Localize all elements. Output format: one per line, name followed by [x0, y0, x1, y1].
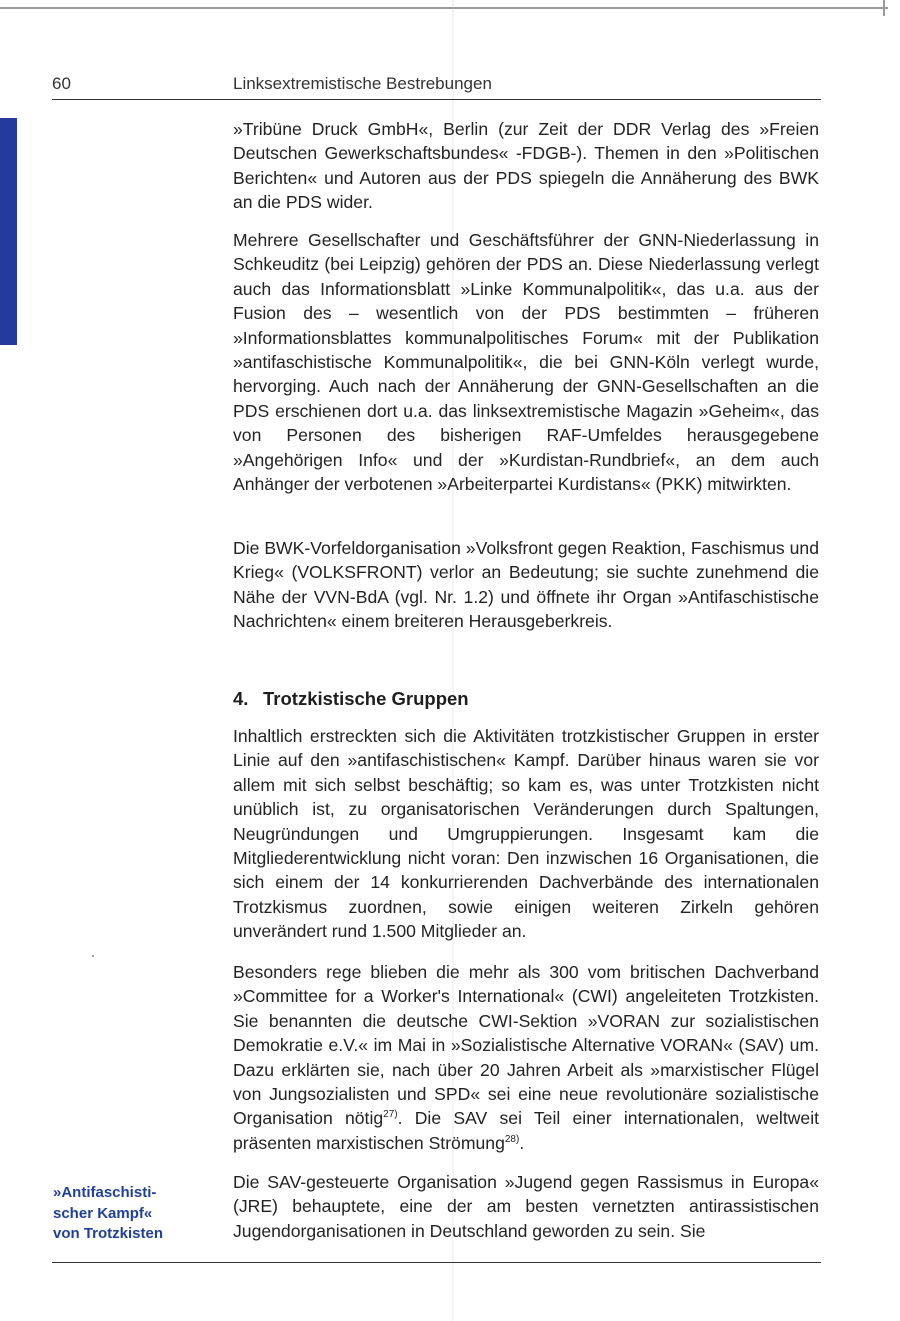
- header-rule: [52, 99, 821, 100]
- footnote-ref-28[interactable]: 28): [504, 1133, 520, 1145]
- margin-note-line-1: »Antifaschisti-: [53, 1184, 157, 1201]
- paragraph-gnn: Mehrere Gesellschafter und Geschäftsführer der GNN-Niederlassung in Schkeuditz (bei Leipzig) gehören der PDS an. Diese Niederlassung verlegt auch das Informationsblatt »Linke Kommunalpolitik«, das u.a. aus der Fusion des – wesentlich von der PDS bestimmten – früheren »Informationsblattes kommunalpolitisches Forum« mit der Publikation »antifaschistische Kommunalpolitik«, die bei GNN-Köln verlegt wurde, hervorging. Auch nach der Annäherung der GNN-Gesellschaften an die PDS erschienen dort u.a. das linksextremistische Magazin »Geheim«, das von Personen des bisherigen RAF-Umfeldes herausgegebene »Angehörigen Info« und der »Kurdistan-Rundbrief«, an dem auch Anhänger der verbotenen »Arbeiterpartei Kurdistans« (PKK) mitwirkten.: [233, 230, 819, 495]
- margin-note: [53, 1183, 193, 1245]
- section-number: 4.: [233, 688, 249, 709]
- section-heading: [233, 688, 469, 710]
- page-number: 60: [52, 74, 71, 93]
- scan-corner-edge: [883, 0, 885, 16]
- p5-text-start: Besonders rege blieben die mehr als 300 vom britischen Dachverband »Committee for a Worker's International« (CWI) angeleiteten Trotzkisten. Sie benannten die deutsche CWI-Sektion »VORAN zur sozialistischen Demokratie e.V.« im Mai in »Sozialistische Alternative VORAN« (SAV) um. Dazu erklärten sie, nach über 20 Jahren Arbeit als »marxistischer Flügel von Jungsozialisten und SPD« sei eine neue revolutionäre sozialistische Organisation nötig: [233, 962, 819, 1129]
- paragraph-cwi-sav: [233, 960, 819, 1155]
- margin-note-line-3: von Trotzkisten: [53, 1225, 164, 1242]
- chapter-side-bar: [0, 118, 17, 345]
- paragraph-tribuene: »Tribüne Druck GmbH«, Berlin (zur Zeit der DDR Verlag des »Freien Deutschen Gewerkschaftsbundes« -FDGB-). Themen in den »Politischen Berichten« und Autoren aus der PDS spiegeln die Annäherung des BWK an die PDS wider.: [233, 119, 819, 213]
- p5-text-middle: . Die SAV sei Teil einer internationalen, weltweit präsenten marxistischen Strömung: [233, 1108, 819, 1153]
- section-title: Trotzkistische Gruppen: [263, 688, 469, 709]
- scan-speck: [92, 955, 94, 957]
- page-header: [52, 74, 820, 98]
- paragraph-volksfront: Die BWK-Vorfeldorganisation »Volksfront gegen Reaktion, Faschismus und Krieg« (VOLKSFRONT) verlor an Bedeutung; sie suchte zunehmend die Nähe der VVN-BdA (vgl. Nr. 1.2) und öffnete ihr Organ »Antifaschistische Nachrichten« einem breiteren Herausgeberkreis.: [233, 538, 819, 632]
- footer-rule: [52, 1262, 821, 1263]
- paragraph-trotzkisten-aktivitaeten: Inhaltlich erstreckten sich die Aktivitäten trotzkistischer Gruppen in erster Linie auf den »antifaschistischen« Kampf. Darüber hinaus waren sie vor allem mit sich selbst beschäftig; so kam es, was unter Trotzkisten nicht unüblich ist, zu organisatorischen Veränderungen durch Spaltungen, Neugründungen und Umgruppierungen. Insgesamt kam die Mitgliederentwicklung nicht voran: Den inzwischen 16 Organisationen, die sich einem der 14 konkurrierenden Dachverbände des internationalen Trotzkismus zuordnen, sowie einigen weiteren Zirkeln gehören unverändert rund 1.500 Mitglieder an.: [233, 726, 819, 942]
- footnote-ref-27[interactable]: 27): [383, 1109, 398, 1121]
- margin-note-line-2: scher Kampf«: [53, 1204, 153, 1222]
- scan-top-edge: [0, 7, 888, 9]
- paragraph-jre: Die SAV-gesteuerte Organisation »Jugend gegen Rassismus in Europa« (JRE) behauptete, eine der am besten vernetzten antirassistischen Jugendorganisationen in Deutschland geworden zu sein. Sie: [233, 1172, 819, 1241]
- running-title: Linksextremistische Bestrebungen: [233, 74, 492, 93]
- p5-text-end: .: [519, 1132, 525, 1153]
